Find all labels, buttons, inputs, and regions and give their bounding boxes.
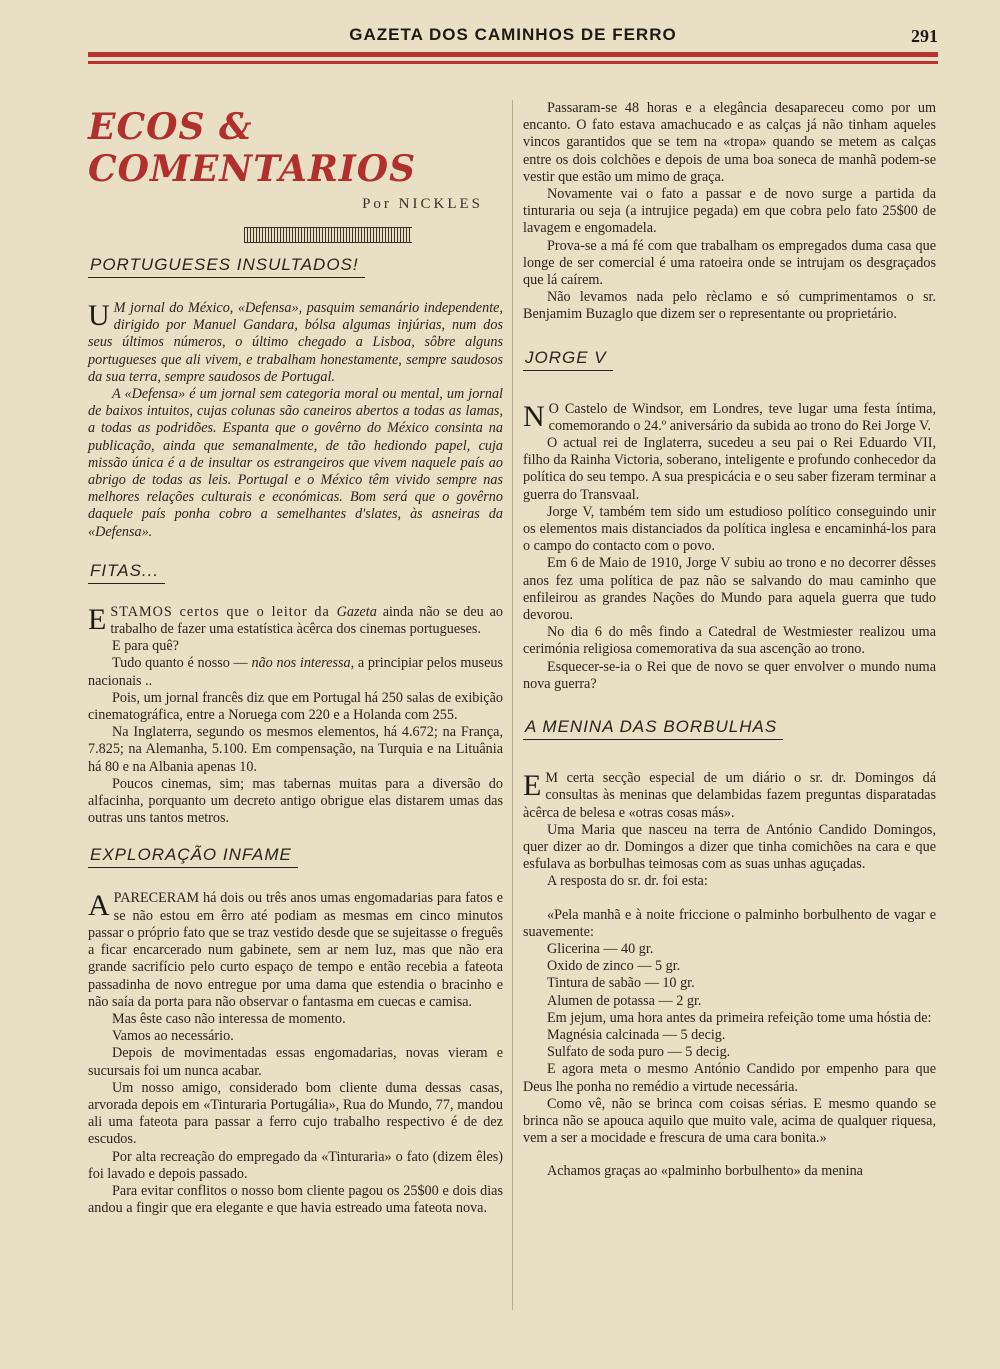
paragraph: Passaram-se 48 horas e a elegância desapareceu como por um encanto. O fato estava amachucado e as calças já não tinham aqueles vincos garantidos que se tem na «tropa» quando se metem as calças entre os dois colchões e depois de uma boa soneca de manhã podem-se vestir que estão um mimo de graça.	[523, 100, 936, 185]
byline: Por NICKLES	[362, 196, 483, 212]
section-body-fitas	[88, 604, 503, 828]
formula-line: Oxido de zinco — 5 gr.	[547, 958, 681, 975]
right-column	[523, 100, 936, 1181]
section-exploracao	[88, 845, 503, 1217]
paragraph: Depois de movimentadas essas engomadarias, novas vieram e sucursais foi um nunca acabar.	[88, 1045, 503, 1079]
section-body-exploracao-continued	[523, 100, 936, 324]
paragraph: Na Inglaterra, segundo os mesmos elementos, há 4.672; na França, 7.825; na Alemanha, 5.100. Em compensação, na Turquia e na Lituânia há 80 e na Albania apenas 10.	[88, 724, 503, 775]
gazeta-name: Gazeta	[336, 603, 377, 620]
section-body-portugueses	[88, 300, 503, 541]
ornament-divider	[244, 227, 412, 243]
paragraph: PARECERAM há dois ou três anos umas engomadarias para fatos e se não estou em êrro até podiam as mesmas em cinco minutos passar o próprio fato que se traz vestido desde que se sujeitasse o freguês a ficar encarcerado num gabinete, sem ar nem luz, mas que não era grande sacrifício pelo curto espaço de tempo e então recebia a fateota passadinha de novo entregue por uma dama que estendia o bracinho e não saía da porta para não observar o fantasma em cuecas e camisa.	[88, 890, 503, 1010]
paragraph: Pois, um jornal francês diz que em Portugal há 250 salas de exibição cinematográfica, entre a Noruega com 220 e a Holanda com 255.	[88, 689, 503, 724]
paragraph: Jorge V, também tem sido um estudioso político conseguindo unir os elementos mais distanciados da política inglesa e encaminhá-los para o campo do contacto com o povo.	[523, 503, 936, 555]
publication-title: GAZETA DOS CAMINHOS DE FERRO	[349, 25, 677, 44]
paragraph: A resposta do sr. dr. foi esta:	[547, 873, 708, 890]
section-heading-jorge: JORGE V	[523, 348, 613, 371]
paragraph	[88, 655, 503, 689]
section-heading-fitas: FITAS...	[88, 561, 165, 584]
header-rule-thick	[88, 52, 938, 57]
paragraph: Uma Maria que nasceu na terra de António Candido Domingos, quer dizer ao dr. Domingos a dizer que tinha comichões na cara e que esfulava as borbulhas teimosas com as suas unhas aguçadas.	[523, 821, 936, 873]
paragraph: Prova-se a má fé com que trabalham os empregados duma casa que longe de ser comercial é uma ratoeira onde se intrujam os desgraçados que lá caírem.	[523, 237, 936, 289]
page-number: 291	[911, 26, 938, 46]
paragraph: A «Defensa» é um jornal sem categoria moral ou mental, um jornal de baixos intuitos, cujas colunas são caneiros abertos a todas as lamas, a todas as podridões. Espanta que o govêrno do México consinta na publicação, ainda que semanalmente, de tão hediondo papel, cuja missão única é a de insultar os estrangeiros que vivem naquele país ao abrigo de todas as leis. Portugal e o México têm vivido sempre nas melhores relações culturais e económicas. Bom será que o govêrno daquele país ponha cobro a semelhantes d'slates, às asneiras da «Defensa».	[88, 386, 503, 540]
paragraph-rest: ainda não se deu ao trabalho de fazer uma estatística àcêrca dos cinemas portugueses.	[110, 603, 503, 638]
formula-line: Glicerina — 40 gr.	[547, 940, 654, 957]
formula-line: Tintura de sabão — 10 gr.	[547, 975, 695, 992]
section-fitas	[88, 561, 503, 828]
drop-cap: A	[88, 889, 110, 923]
paragraph: E agora meta o mesmo António Candido por empenho para que Deus lhe ponha no remédio a virtude necessária.	[523, 1061, 936, 1095]
section-body-jorge	[523, 401, 936, 693]
drop-cap: U	[88, 299, 110, 332]
running-header	[88, 22, 938, 52]
paragraph: «Pela manhã e à noite friccione o palminho borbulhento de vagar e suavemente:	[523, 906, 936, 940]
left-column	[88, 100, 503, 1217]
paragraph-rest: , a principiar pelos museus nacionais ..	[88, 655, 503, 689]
formula-line: Sulfato de soda puro — 5 decig.	[547, 1044, 731, 1061]
section-heading-menina: A MENINA DAS BORBULHAS	[523, 717, 783, 740]
section-menina	[523, 717, 936, 1180]
formula-line: Alumen de potassa — 2 gr.	[547, 992, 702, 1009]
section-heading-portugueses: PORTUGUESES INSULTADOS!	[88, 255, 365, 278]
paragraph: Não levamos nada pelo rèclamo e só cumprimentamos o sr. Benjamim Buzaglo que dizem ser o representante ou proprietário.	[523, 289, 936, 323]
paragraph: Esquecer-se-ia o Rei que de novo se quer envolver o mundo numa nova guerra?	[523, 658, 936, 692]
paragraph-italic: não nos interessa	[251, 655, 351, 672]
paragraph: E para quê?	[112, 638, 179, 655]
paragraph: Por alta recreação do empregado da «Tinturaria» o fato (dizem êles) foi lavado e depois passado.	[88, 1148, 503, 1182]
paragraph: Achamos graças ao «palminho borbulhento» da menina	[547, 1163, 863, 1180]
paragraph: M jornal do México, «Defensa», pasquim semanário independente, dirigido por Manuel Gandara, bólsa algumas injúrias, num dos seus últimos números, o último chegado a Lisboa, sôbre alguns portugueses que ali vivem, e trabalham honestamente, sempre saudosos da sua terra, sempre saudosos de Portugal.	[88, 300, 503, 385]
paragraph: M certa secção especial de um diário o sr. dr. Domingos dá consultas às meninas que delambidas fazem preguntas disparatadas àcêrca de belesa e «otras cosas más».	[523, 770, 936, 821]
paragraph: Vamos ao necessário.	[112, 1028, 234, 1045]
paragraph: Em 6 de Maio de 1910, Jorge V subiu ao trono e no decorrer dêsses anos fez uma política de paz não se salvando do mau caminho que enfileirou as grandes Nações do Mundo para aquela guerra que tudo devorou.	[523, 555, 936, 624]
paragraph: Em jejum, uma hora antes da primeira refeição tome uma hóstia de:	[547, 1009, 932, 1026]
section-heading-exploracao: EXPLORAÇÃO INFAME	[88, 845, 298, 868]
paragraph: O Castelo de Windsor, em Londres, teve lugar uma festa íntima, comemorando o 24.º aniversário da subida ao trono do Rei Jorge V.	[548, 400, 936, 434]
article-title: ECOS & COMENTARIOS	[88, 106, 417, 190]
section-body-menina	[523, 770, 936, 1180]
section-body-exploracao	[88, 890, 503, 1217]
column-divider	[512, 100, 513, 1310]
paragraph: Poucos cinemas, sim; mas tabernas muitas para a diversão do alfacinha, porquanto um decreto antigo obrigue elas distarem umas das outras uns tantos metros.	[88, 775, 503, 827]
paragraph: Novamente vai o fato a passar e de novo surge a partida da tinturaria ou seja (a intrujice pegada) em que cobra pelo fato 25$00 de lavagem e engomadela.	[523, 186, 936, 237]
drop-cap: N	[523, 399, 545, 433]
section-portugueses	[88, 255, 503, 541]
paragraph: O actual rei de Inglaterra, sucedeu a seu pai o Rei Eduardo VII, filho da Rainha Victoria, soberano, inteligente e profundo conhecedor da política do seu tempo. A sua prespicácia e o seu saber fizeram terminar a guerra do Transvaal.	[523, 435, 936, 503]
paragraph: Um nosso amigo, considerado bom cliente duma dessas casas, arvorada depois em «Tinturaria Portugália», Rua do Mundo, 77, mandou ali uma fateota para passar a ferro cujo trabalho respectivo é de dez escudos.	[88, 1079, 503, 1148]
paragraph: No dia 6 do mês findo a Catedral de Westmiester realizou uma cerimónia religiosa comemorativa da sua ascenção ao trono.	[523, 624, 936, 658]
drop-cap: E	[88, 602, 107, 636]
formula-line: Magnésia calcinada — 5 decig.	[547, 1026, 726, 1043]
paragraph: Para evitar conflitos o nosso bom cliente pagou os 25$00 e dois dias andou a fingir que era elegante e que havia estreado uma fateota nova.	[88, 1182, 503, 1217]
paragraph: Mas êste caso não interessa de momento.	[112, 1010, 346, 1027]
paragraph-lead: STAMOS certos que o leitor da	[110, 603, 337, 620]
drop-cap: E	[523, 769, 542, 803]
section-jorge	[523, 348, 936, 693]
header-rule-thin	[88, 61, 938, 64]
paragraph-lead: Tudo quanto é nosso —	[112, 655, 252, 672]
paragraph: Como vê, não se brinca com coisas sérias. E mesmo quando se brinca não se apouca aquilo que muito vale, acima de qualquer riquesa, vem a ser a mocidade e frescura de uma cara bonita.»	[523, 1095, 936, 1147]
